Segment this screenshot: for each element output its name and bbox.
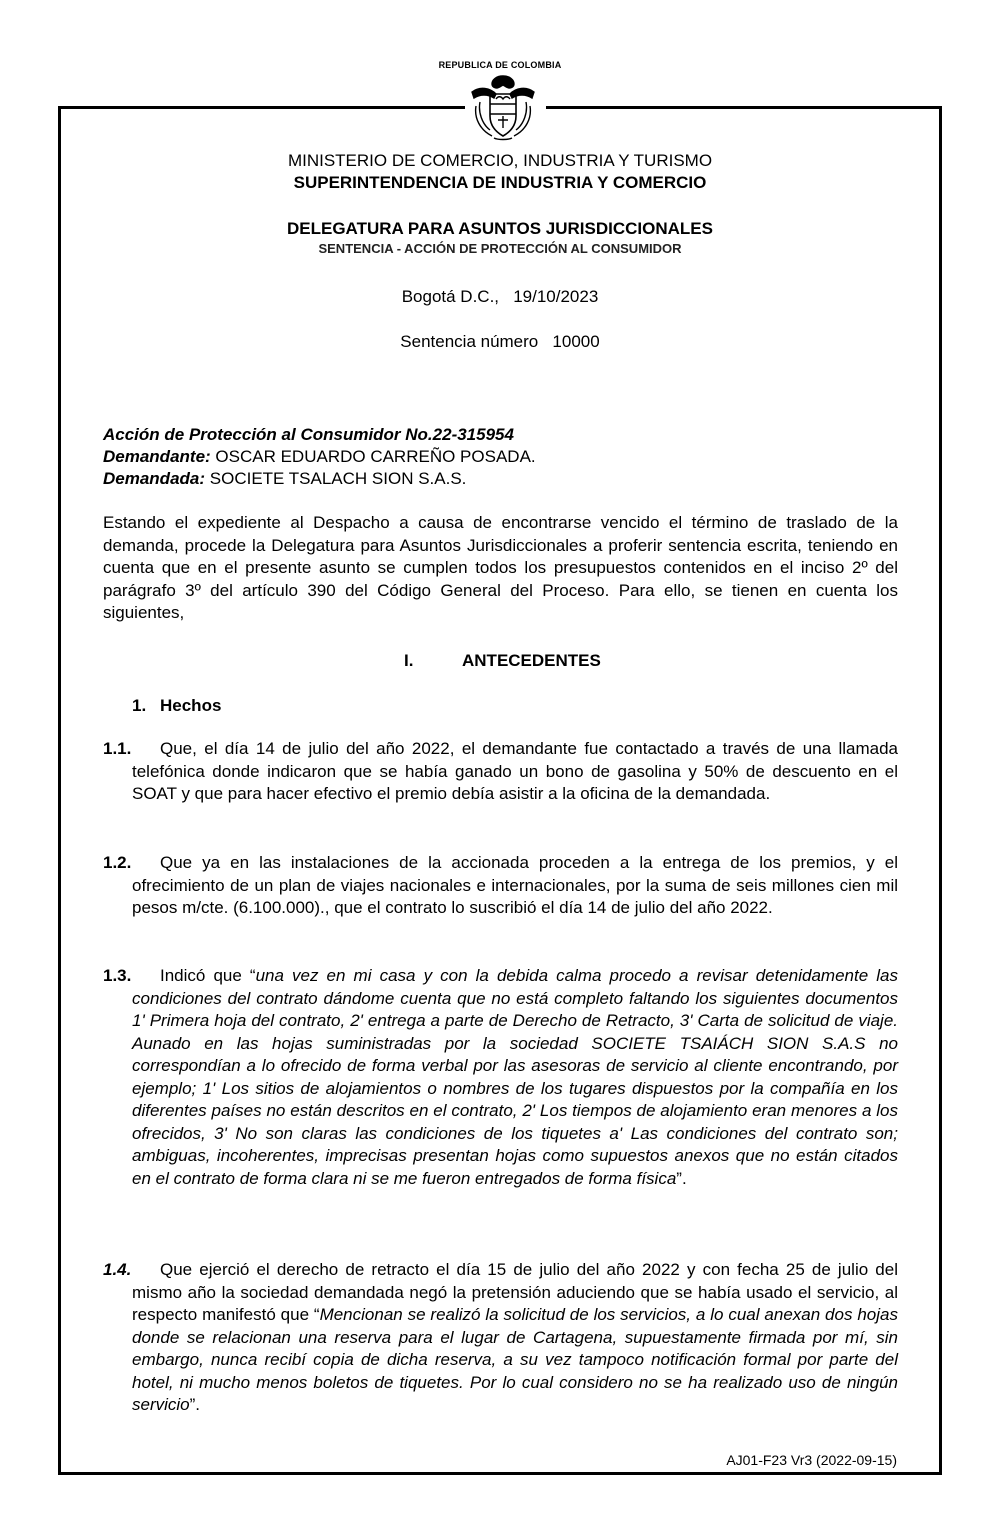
- item-number: 1.2.: [103, 853, 132, 872]
- list-item: [103, 852, 898, 920]
- subsection-heading: [132, 695, 221, 717]
- subsection-number: 1.: [132, 696, 147, 715]
- item-number: 1.1.: [103, 739, 132, 758]
- item-text: [132, 965, 898, 1190]
- item-text: [132, 1259, 898, 1417]
- defendant-name: SOCIETE TSALACH SION S.A.S.: [205, 469, 467, 488]
- section-heading: [404, 650, 601, 672]
- section-number: I.: [404, 651, 414, 670]
- item-text-suffix: ”.: [676, 1168, 687, 1188]
- ministry-heading: MINISTERIO DE COMERCIO, INDUSTRIA Y TURISMO: [287, 151, 713, 170]
- republic-label: REPUBLICA DE COLOMBIA: [438, 60, 562, 70]
- list-item: [103, 738, 898, 806]
- superintendencia-heading: SUPERINTENDENCIA DE INDUSTRIA Y COMERCIO: [293, 173, 707, 192]
- item-text-prefix: Indicó que “: [160, 966, 256, 985]
- item-text-suffix: ”.: [189, 1395, 201, 1414]
- list-item: [103, 965, 898, 1190]
- sentencia-type-subheading: SENTENCIA - ACCIÓN DE PROTECCIÓN AL CONSUMIDOR: [318, 241, 682, 256]
- section-title: ANTECEDENTES: [462, 651, 601, 670]
- item-quote: una vez en mi casa y con la debida calma procedo a revisar detenidamente las condiciones del contrato dándome cuenta que no está completo faltando los siguientes documentos 1' Primera hoja del contrato, 2' entrega a parte de Derecho de Retracto, 3' Carta de solicitud de viaje. Aunado en las hojas suministradas por la sociedad SOCIETE TSAIÁCH SION S.A.S no correspondían a lo ofrecido de forma verbal por las asesoras de servicio al cliente encontrando, por ejemplo; 1' Los sitios de alojamientos o nombres de los tugares dispuestos por la compañía en los diferentes países no están descritos en el contrato, 2' Los tiempos de alojamiento eran menores a los ofrecidos, 3' No son claras las condiciones de los tiquetes a' Las condiciones del contrato son; ambiguas, incoherentes, imprecisas presentan hojas como supuestos anexos que no están citados en el contrato de forma clara ni se me fueron entregados de forma física: [132, 966, 898, 1188]
- item-number: 1.3.: [103, 966, 132, 985]
- action-label: Acción de Protección al Consumidor No.22-315954: [103, 425, 514, 444]
- delegatura-heading: DELEGATURA PARA ASUNTOS JURISDICCIONALES: [287, 219, 713, 238]
- subsection-title: Hechos: [160, 696, 222, 715]
- place-date: Bogotá D.C., 19/10/2023: [401, 287, 599, 306]
- list-item: [103, 1259, 898, 1417]
- plaintiff-name: OSCAR EDUARDO CARREÑO POSADA.: [210, 447, 536, 466]
- intro-paragraph: Estando el expediente al Despacho a causa de encontrarse vencido el término de traslado de la demanda, procede la Delegatura para Asuntos Jurisdiccionales a proferir sentencia escrita, teniendo en cuenta que en el presente asunto se cumplen todos los presupuestos contenidos en el inciso 2º del parágrafo 3º del artículo 390 del Código General del Proceso. Para ello, se tienen en cuenta los siguientes,: [103, 513, 898, 622]
- plaintiff-label: Demandante:: [103, 447, 211, 466]
- defendant-label: Demandada:: [103, 469, 206, 488]
- form-code: AJ01-F23 Vr3 (2022-09-15): [726, 1452, 897, 1468]
- sentencia-number: Sentencia número 10000: [400, 332, 600, 351]
- item-number: 1.4.: [103, 1260, 132, 1279]
- item-text: Que ya en las instalaciones de la accionada proceden a la entrega de los premios, y el ofrecimiento de un plan de viajes nacionales e internacionales, por la suma de seis millones cien mil pesos m/cte. (6.100.000)., que el contrato lo suscribió el día 14 de julio del año 2022.: [132, 853, 898, 917]
- item-text-prefix: Que ejerció el derecho de retracto el día 15 de julio del año 2022 y con fecha 25 de julio del mismo año la sociedad demandada negó la pretensión aduciendo que se había usado el servicio, al respecto manifestó que “: [132, 1260, 898, 1324]
- case-info: [103, 424, 536, 490]
- item-text: Que, el día 14 de julio del año 2022, el demandante fue contactado a través de una llamada telefónica donde indicaron que se había ganado un bono de gasolina y 50% de descuento en el SOAT y que para hacer efectivo el premio debía asistir a la oficina de la demandada.: [132, 739, 898, 803]
- item-quote: Mencionan se realizó la solicitud de los servicios, a lo cual anexan dos hojas donde se relacionan una reserva para el lugar de Cartagena, supuestamente firmada por mí, sin embargo, nunca recibí copia de dicha reserva, a su vez tampoco notificación formal por parte del hotel, ni mucho menos boletos de tiquetes. Por lo cual considero no se ha realizado uso de ningún servicio: [132, 1305, 898, 1414]
